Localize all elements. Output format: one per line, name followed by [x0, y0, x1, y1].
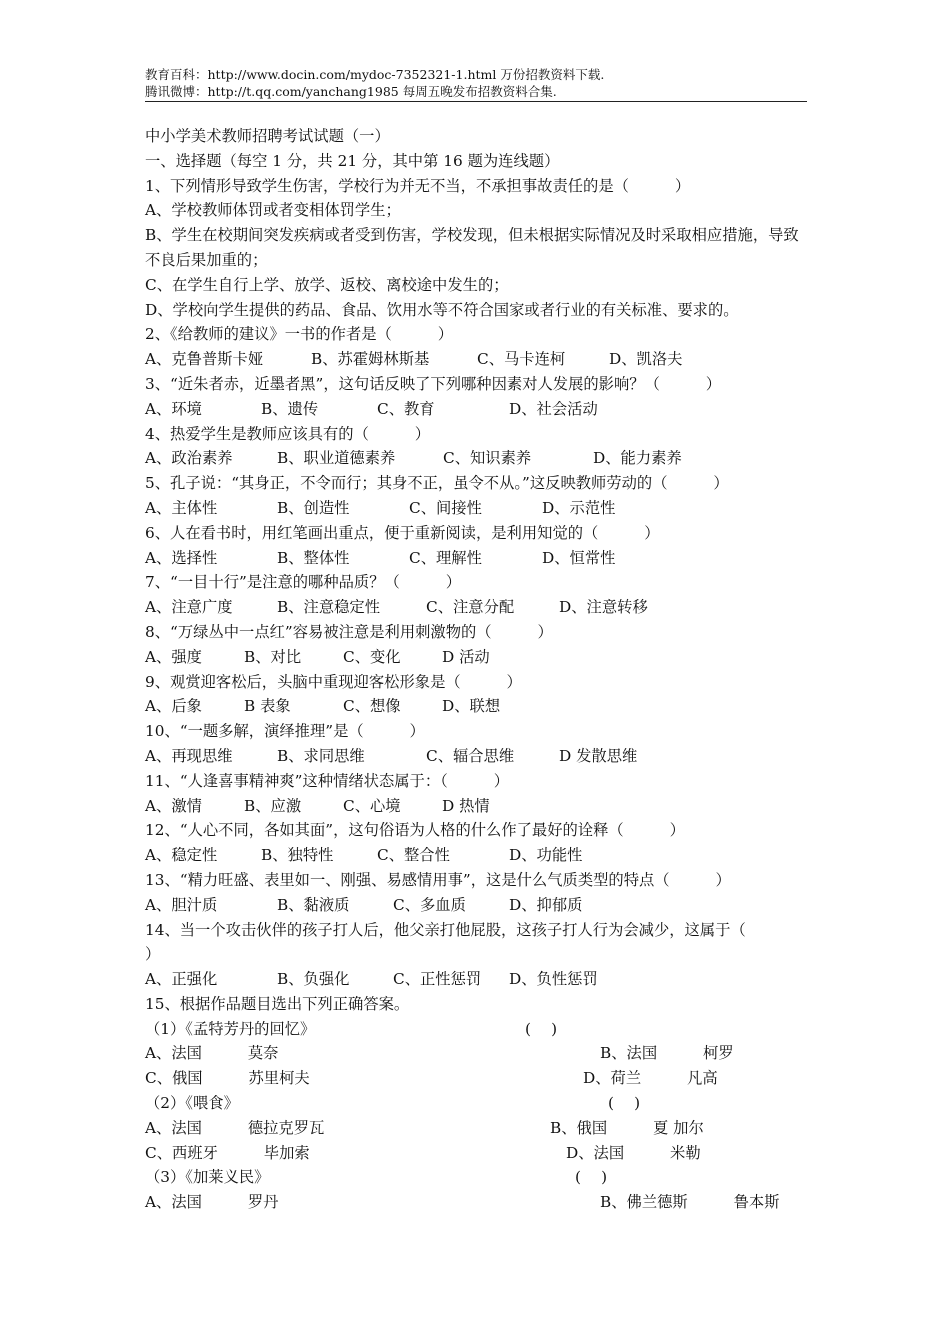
- q2-option-b: B、苏霍姆林斯基: [311, 350, 430, 369]
- q6-option-a: A、选择性: [145, 548, 218, 567]
- q10-option-a: A、再现思维: [145, 746, 233, 765]
- q3-option-a: A、环境: [145, 399, 202, 418]
- q15-sub2-option-b: B、俄国 夏 加尔: [550, 1118, 704, 1137]
- q10-option-c: C、辐合思维: [426, 746, 515, 765]
- q14-option-b: B、负强化: [277, 970, 350, 989]
- q5-options: [145, 496, 810, 521]
- q7-option-c: C、注意分配: [426, 598, 515, 617]
- q1-option-d: D、学校向学生提供的药品、食品、饮用水等不符合国家或者行业的有关标准、要求的。: [145, 300, 739, 319]
- q15-sub1-answer-blank: ( ): [525, 1019, 558, 1038]
- section-heading: 一、选择题（每空 1 分，共 21 分，其中第 16 题为连线题）: [145, 151, 560, 170]
- q12-option-c: C、整合性: [377, 846, 450, 865]
- q15-sub2-title: （2）《喂食》: [145, 1094, 239, 1113]
- q11-option-b: B、应激: [244, 796, 302, 815]
- q15-sub3-option-b: B、佛兰德斯 鲁本斯: [600, 1193, 780, 1212]
- q15-sub2-row1: [145, 1116, 810, 1141]
- question-3: 3、“近朱者赤，近墨者黑”，这句话反映了下列哪种因素对人发展的影响？（ ）: [145, 374, 722, 393]
- q15-sub3-option-a: A、法国 罗丹: [145, 1193, 279, 1212]
- q11-option-c: C、心境: [343, 796, 401, 815]
- question-8: 8、“万绿丛中一点红”容易被注意是利用刺激物的（ ）: [145, 622, 553, 641]
- q11-option-d: D 热情: [442, 796, 490, 815]
- q15-sub1-row2: [145, 1066, 810, 1091]
- q13-option-d: D、抑郁质: [509, 895, 583, 914]
- q12-option-a: A、稳定性: [145, 846, 218, 865]
- q5-option-b: B、创造性: [277, 498, 350, 517]
- q12-options: [145, 843, 810, 868]
- question-10: 10、“一题多解，演绎推理”是（ ）: [145, 722, 425, 741]
- q15-sub2-option-d: D、法国 米勒: [566, 1143, 701, 1162]
- q5-option-d: D、示范性: [542, 498, 616, 517]
- question-5: 5、孔子说：“其身正，不令而行；其身不正，虽令不从。”这反映教师劳动的（ ）: [145, 474, 729, 493]
- q1-option-b: B、学生在校期间突发疾病或者受到伤害，学校发现，但未根据实际情况及时采取相应措施，导致不良后果加重的；: [145, 226, 799, 269]
- q13-option-a: A、胆汁质: [145, 895, 218, 914]
- q6-option-c: C、理解性: [409, 548, 482, 567]
- q3-options: [145, 397, 810, 422]
- q15-sub1-heading: [145, 1017, 810, 1042]
- q9-options: [145, 694, 810, 719]
- q15-sub2-heading: [145, 1091, 810, 1116]
- question-14-continued: ）: [145, 945, 161, 964]
- q13-options: [145, 893, 810, 918]
- question-2: 2、《给教师的建议》一书的作者是（ ）: [145, 325, 454, 344]
- question-1: 1、下列情形导致学生伤害，学校行为并无不当，不承担事故责任的是（ ）: [145, 176, 691, 195]
- header-divider: [145, 101, 807, 102]
- q2-option-d: D、凯洛夫: [609, 350, 683, 369]
- q15-sub1-title: （1）《孟特芳丹的回忆》: [145, 1019, 316, 1038]
- q15-sub3-title: （3）《加莱义民》: [145, 1168, 270, 1187]
- q3-option-c: C、教育: [377, 399, 435, 418]
- q15-sub1-option-c: C、俄国 苏里柯夫: [145, 1069, 310, 1088]
- q8-option-a: A、强度: [145, 647, 202, 666]
- question-4: 4、热爱学生是教师应该具有的（ ）: [145, 424, 431, 443]
- q10-options: [145, 744, 810, 769]
- q4-option-c: C、知识素养: [443, 449, 532, 468]
- q6-option-b: B、整体性: [277, 548, 350, 567]
- q7-option-a: A、注意广度: [145, 598, 233, 617]
- q14-option-a: A、正强化: [145, 970, 218, 989]
- q9-option-d: D、联想: [442, 697, 501, 716]
- q15-sub1-option-d: D、荷兰 凡高: [583, 1069, 718, 1088]
- question-9: 9、观赏迎客松后，头脑中重现迎客松形象是（ ）: [145, 672, 522, 691]
- q14-options: [145, 967, 810, 992]
- q5-option-c: C、间接性: [409, 498, 482, 517]
- document-body: [145, 124, 810, 1215]
- q15-sub3-heading: [145, 1165, 810, 1190]
- q4-options: [145, 446, 810, 471]
- q15-sub2-option-a: A、法国 德拉克罗瓦: [145, 1118, 325, 1137]
- q10-option-d: D 发散思维: [559, 746, 638, 765]
- question-6: 6、人在看书时，用红笔画出重点，便于重新阅读，是利用知觉的（ ）: [145, 523, 660, 542]
- q15-sub3-row1: [145, 1190, 810, 1215]
- q15-sub2-option-c: C、西班牙 毕加索: [145, 1143, 310, 1162]
- q13-option-b: B、黏液质: [277, 895, 350, 914]
- q3-option-d: D、社会活动: [509, 399, 598, 418]
- q14-option-d: D、负性惩罚: [509, 970, 598, 989]
- q7-options: [145, 595, 810, 620]
- q10-option-b: B、求同思维: [277, 746, 365, 765]
- q14-option-c: C、正性惩罚: [393, 970, 482, 989]
- q2-option-a: A、克鲁普斯卡娅: [145, 350, 264, 369]
- q2-option-c: C、马卡连柯: [477, 350, 566, 369]
- q7-option-d: D、注意转移: [559, 598, 648, 617]
- q12-option-d: D、功能性: [509, 846, 583, 865]
- q6-options: [145, 546, 810, 571]
- q9-option-b: B 表象: [244, 697, 291, 716]
- q9-option-c: C、想像: [343, 697, 401, 716]
- q6-option-d: D、恒常性: [542, 548, 616, 567]
- question-14: 14、当一个攻击伙伴的孩子打人后，他父亲打他屁股，这孩子打人行为会减少，这属于（: [145, 920, 746, 939]
- q13-option-c: C、多血质: [393, 895, 466, 914]
- q11-option-a: A、激情: [145, 796, 202, 815]
- q1-option-a: A、学校教师体罚或者变相体罚学生；: [145, 201, 401, 220]
- q15-sub2-row2: [145, 1141, 810, 1166]
- q15-sub1-row1: [145, 1041, 810, 1066]
- question-7: 7、“一目十行”是注意的哪种品质？（ ）: [145, 573, 462, 592]
- q8-option-d: D 活动: [442, 647, 490, 666]
- document-title: 中小学美术教师招聘考试试题（一）: [145, 127, 390, 145]
- question-13: 13、“精力旺盛、表里如一、刚强、易感情用事”，这是什么气质类型的特点（ ）: [145, 870, 731, 889]
- q8-option-b: B、对比: [244, 647, 302, 666]
- question-15: 15、根据作品题目选出下列正确答案。: [145, 994, 410, 1013]
- q1-option-c: C、在学生自行上学、放学、返校、离校途中发生的；: [145, 275, 509, 294]
- q8-option-c: C、变化: [343, 647, 401, 666]
- q15-sub3-answer-blank: ( ): [575, 1168, 608, 1187]
- q12-option-b: B、独特性: [261, 846, 334, 865]
- q4-option-d: D、能力素养: [593, 449, 682, 468]
- q9-option-a: A、后象: [145, 697, 202, 716]
- q3-option-b: B、遗传: [261, 399, 319, 418]
- q5-option-a: A、主体性: [145, 498, 218, 517]
- question-11: 11、“人逢喜事精神爽”这种情绪状态属于：（ ）: [145, 771, 509, 790]
- q11-options: [145, 794, 810, 819]
- header-line-baike: 教育百科：http://www.docin.com/mydoc-7352321-1.html 万份招教资料下载.: [145, 67, 605, 82]
- q8-options: [145, 645, 810, 670]
- q15-sub2-answer-blank: ( ): [608, 1094, 641, 1113]
- question-12: 12、“人心不同，各如其面”，这句俗语为人格的什么作了最好的诠释（ ）: [145, 821, 685, 840]
- header-line-weibo: 腾讯微博：http://t.qq.com/yanchang1985 每周五晚发布招教资料合集.: [145, 84, 557, 99]
- q4-option-b: B、职业道德素养: [277, 449, 396, 468]
- q15-sub1-option-a: A、法国 莫奈: [145, 1044, 279, 1063]
- q4-option-a: A、政治素养: [145, 449, 233, 468]
- q7-option-b: B、注意稳定性: [277, 598, 381, 617]
- page-header: [145, 66, 807, 100]
- q2-options: [145, 347, 810, 372]
- q15-sub1-option-b: B、法国 柯罗: [600, 1044, 734, 1063]
